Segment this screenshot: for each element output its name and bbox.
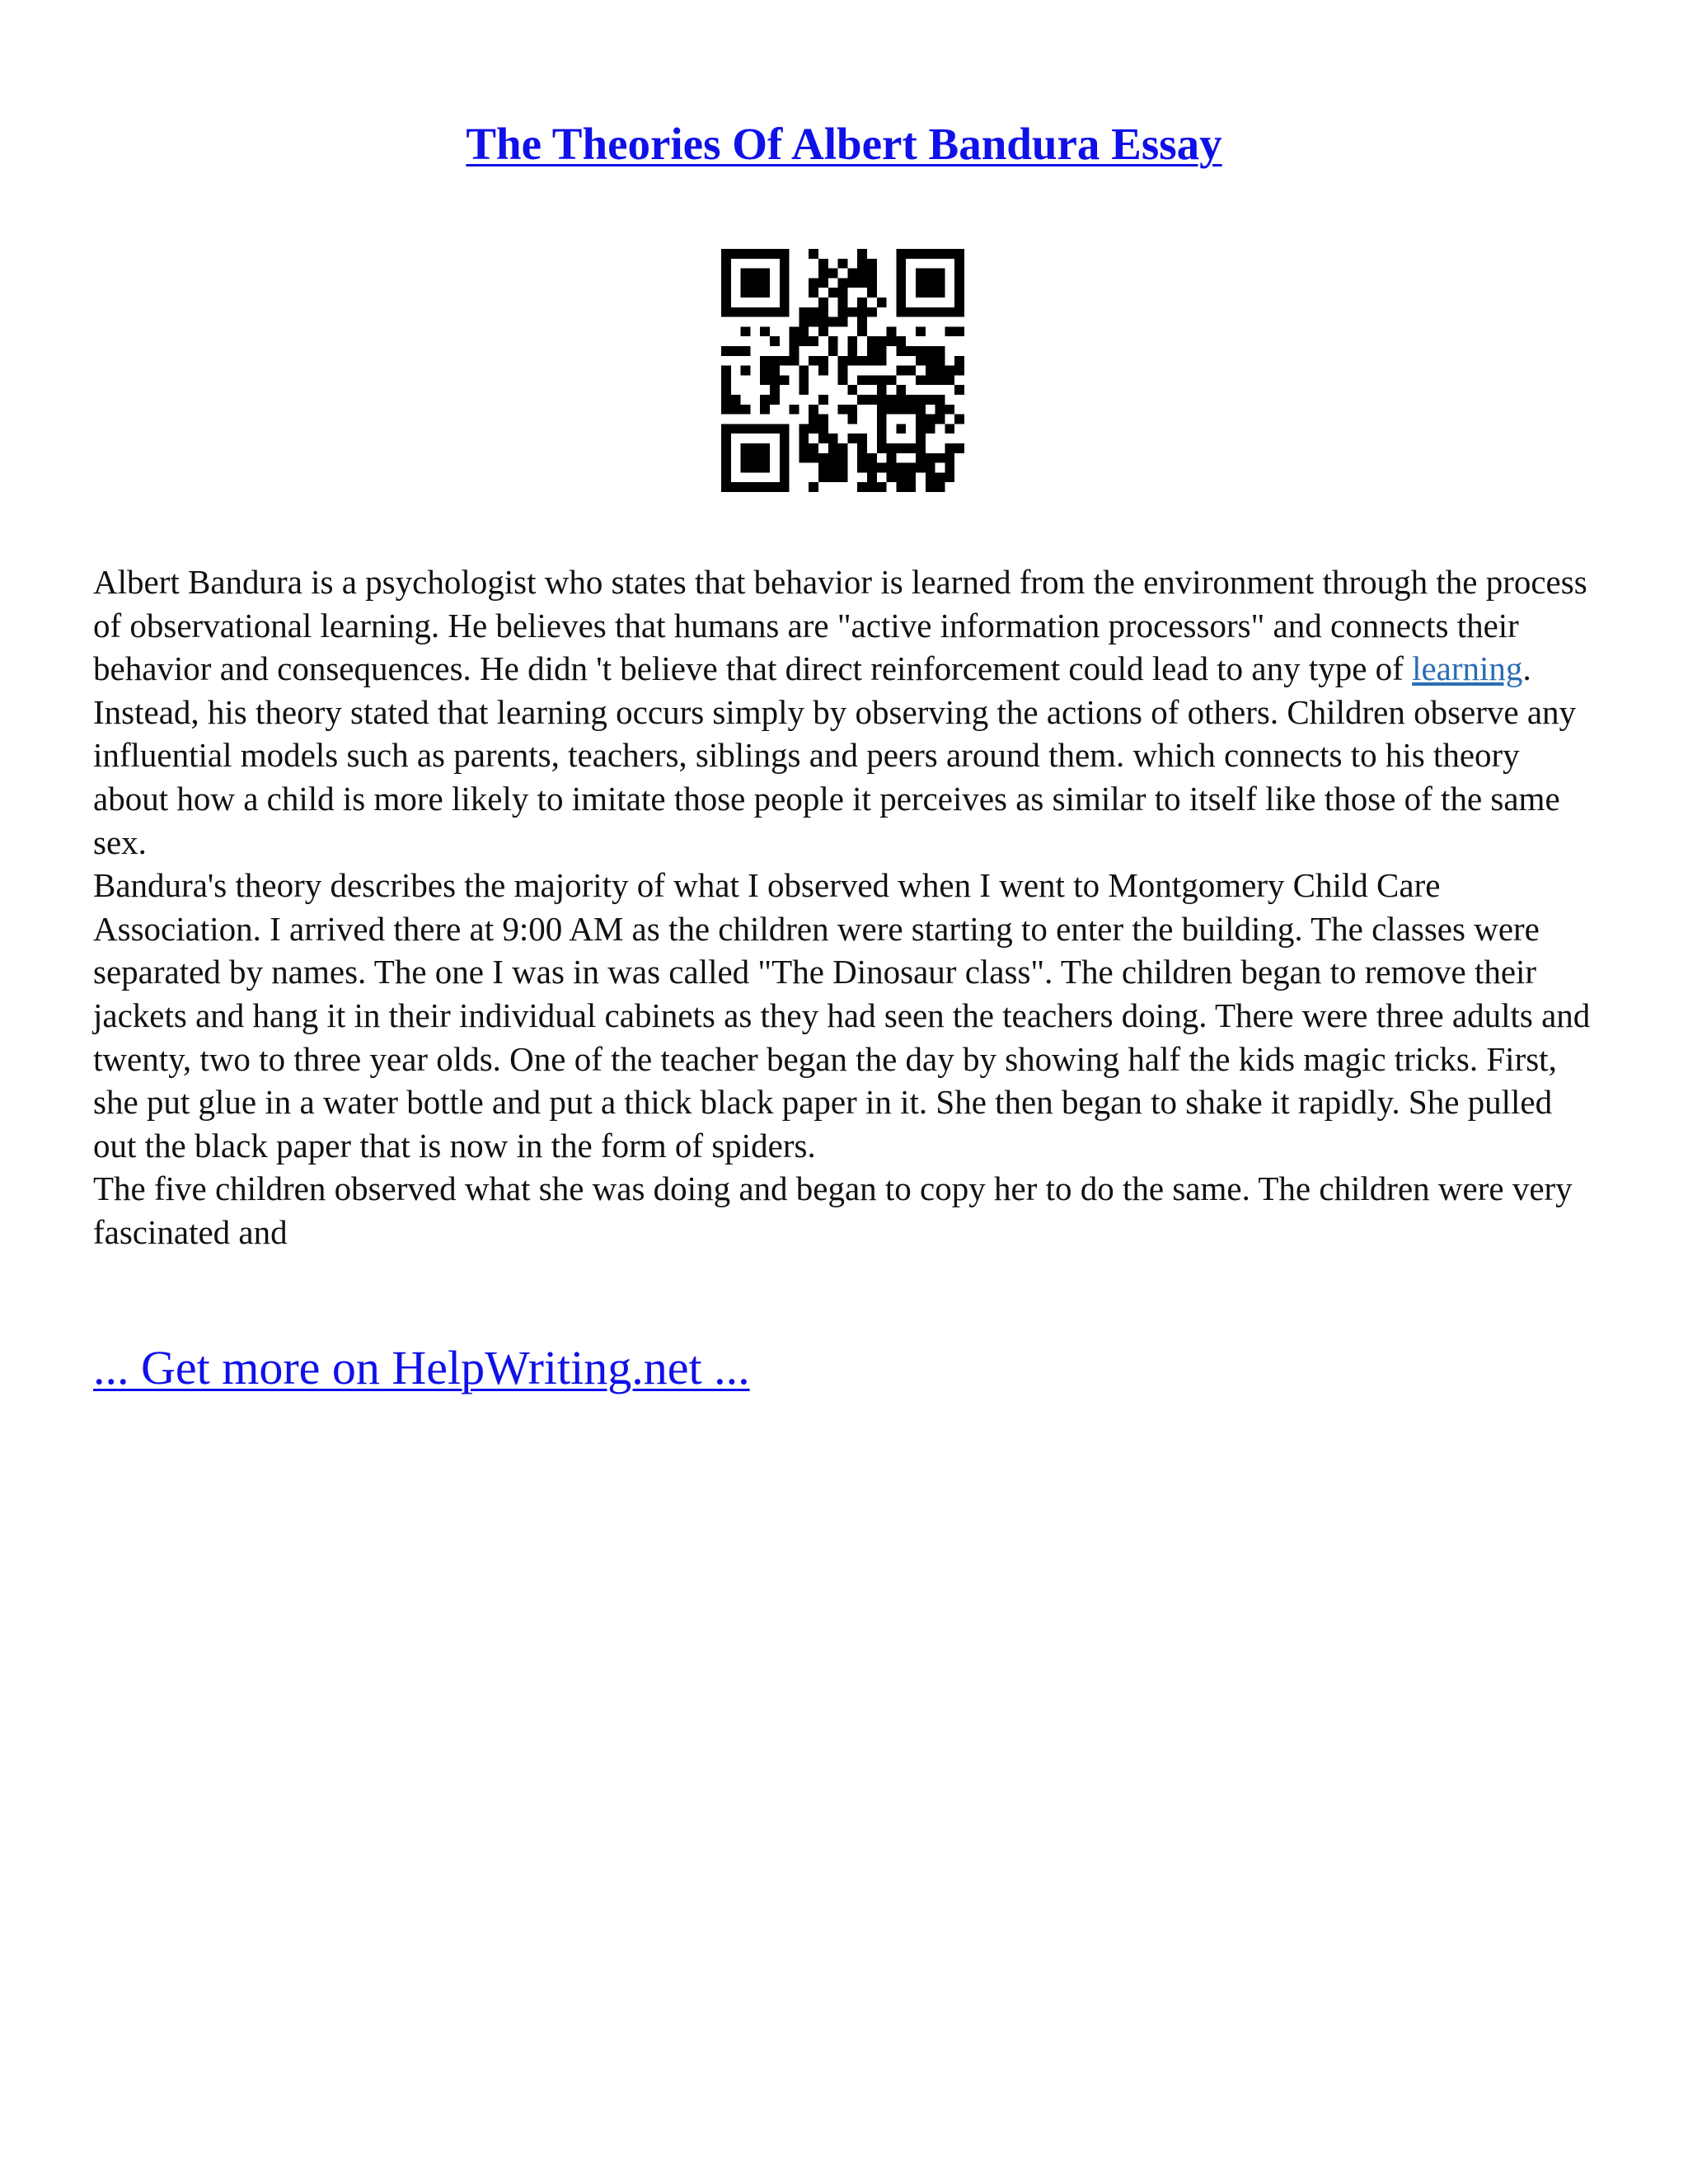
paragraph-1-text-b: . Instead, his theory stated that learning occurs simply by observing the actions of others. Children observe any influential models such as parents, teachers, siblings and peers around them. which connects to his theory about how a child is more likely to imitate those people it perceives as similar to itself like those of the same sex. (93, 649, 1577, 861)
paragraph-1 (93, 560, 1601, 864)
qr-code-icon (721, 249, 964, 492)
paragraph-1-text-a: Albert Bandura is a psychologist who states that behavior is learned from the environment through the process of observational learning. He believes that humans are "active information processors" and connects their behavior and consequences. He didn 't believe that direct reinforcement could lead to any type of (93, 563, 1587, 688)
get-more-section (93, 1339, 750, 1397)
document-title (0, 115, 1688, 173)
paragraph-2: Bandura's theory describes the majority of what I observed when I went to Montgomery Child Care Association. I arrived there at 9:00 AM as the children were starting to enter the building. The classes were separated by names. The one I was in was called "The Dinosaur class". The children began to remove their jackets and hang it in their individual cabinets as they had seen the teachers doing. There were three adults and twenty, two to three year olds. One of the teacher began the day by showing half the kids magic tricks. First, she put glue in a water bottle and put a thick black paper in it. She then began to shake it rapidly. She pulled out the black paper that is now in the form of spiders. (93, 866, 1591, 1165)
get-more-link[interactable]: ... Get more on HelpWriting.net ... (93, 1341, 750, 1394)
essay-body (93, 560, 1601, 1254)
learning-link[interactable]: learning (1412, 649, 1523, 688)
paragraph-3: The five children observed what she was doing and began to copy her to do the same. The children were very fascinated and (93, 1169, 1573, 1251)
title-link[interactable]: The Theories Of Albert Bandura Essay (466, 119, 1222, 169)
